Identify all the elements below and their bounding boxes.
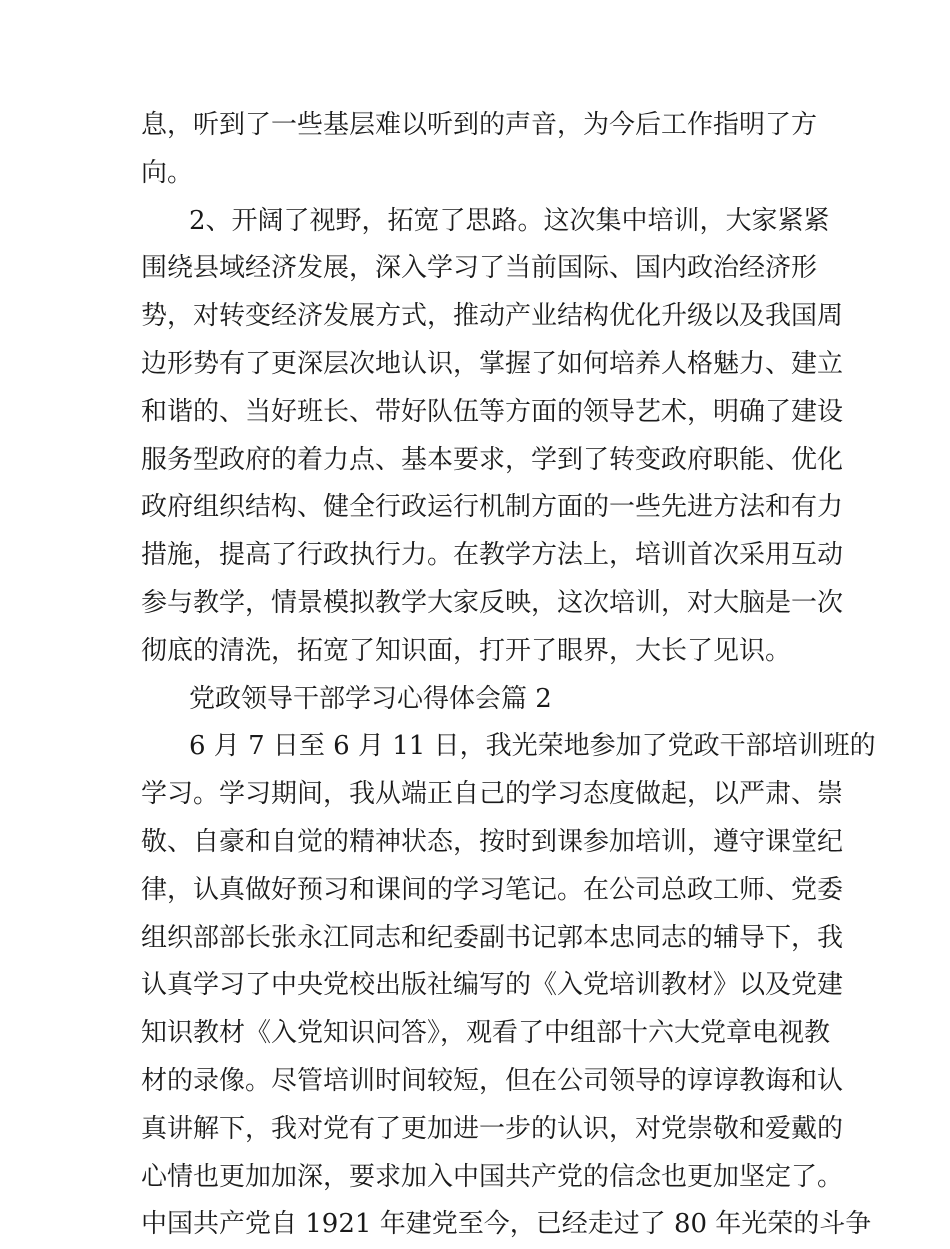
paragraph-start-line: 6 月 7 日至 6 月 11 日，我光荣地参加了党政干部培训班的	[189, 731, 876, 762]
text-line: 政府组织结构、健全行政运行机制方面的一些先进方法和有力	[141, 492, 844, 523]
text-line: 势，对转变经济发展方式，推动产业结构优化升级以及我国周	[141, 301, 844, 332]
paragraph-start-line: 2、开阔了视野，拓宽了思路。这次集中培训，大家紧紧	[189, 205, 830, 236]
text-line: 知识教材《入党知识问答》，观看了中组部十六大党章电视教	[141, 1018, 831, 1049]
text-line: 和谐的、当好班长、带好队伍等方面的领导艺术，明确了建设	[141, 396, 844, 427]
text-line: 材的录像。尽管培训时间较短，但在公司领导的谆谆教诲和认	[141, 1065, 844, 1096]
text-line: 服务型政府的着力点、基本要求，学到了转变政府职能、优化	[141, 444, 844, 475]
section-heading: 党政领导干部学习心得体会篇 2	[189, 683, 552, 714]
text-line: 措施，提高了行政执行力。在教学方法上，培训首次采用互动	[141, 540, 844, 571]
text-line: 围绕县域经济发展，深入学习了当前国际、国内政治经济形	[141, 253, 818, 284]
body-text	[141, 102, 876, 1249]
text-line: 真讲解下，我对党有了更加进一步的认识，对党崇敬和爱戴的	[141, 1113, 844, 1144]
text-line: 彻底的清洗，拓宽了知识面，打开了眼界，大长了见识。	[141, 635, 792, 666]
text-line: 息，听到了一些基层难以听到的声音，为今后工作指明了方	[141, 110, 818, 140]
text-line: 参与教学，情景模拟教学大家反映，这次培训，对大脑是一次	[141, 587, 844, 618]
text-line: 边形势有了更深层次地认识，掌握了如何培养人格魅力、建立	[141, 348, 844, 379]
text-line: 学习。学习期间，我从端正自己的学习态度做起，以严肃、崇	[141, 779, 844, 810]
text-line: 组织部部长张永江同志和纪委副书记郭本忠同志的辅导下，我	[141, 922, 844, 953]
text-line: 心情也更加加深，要求加入中国共产党的信念也更加坚定了。	[141, 1161, 844, 1192]
text-line: 敬、自豪和自觉的精神状态，按时到课参加培训，遵守课堂纪	[141, 826, 844, 857]
text-line: 向。	[141, 157, 194, 188]
text-line: 中国共产党自 1921 年建党至今，已经走过了 80 年光荣的斗争	[141, 1209, 872, 1240]
text-line: 认真学习了中央党校出版社编写的《入党培训教材》以及党建	[141, 970, 844, 1001]
text-line: 律，认真做好预习和课间的学习笔记。在公司总政工师、党委	[141, 874, 844, 905]
